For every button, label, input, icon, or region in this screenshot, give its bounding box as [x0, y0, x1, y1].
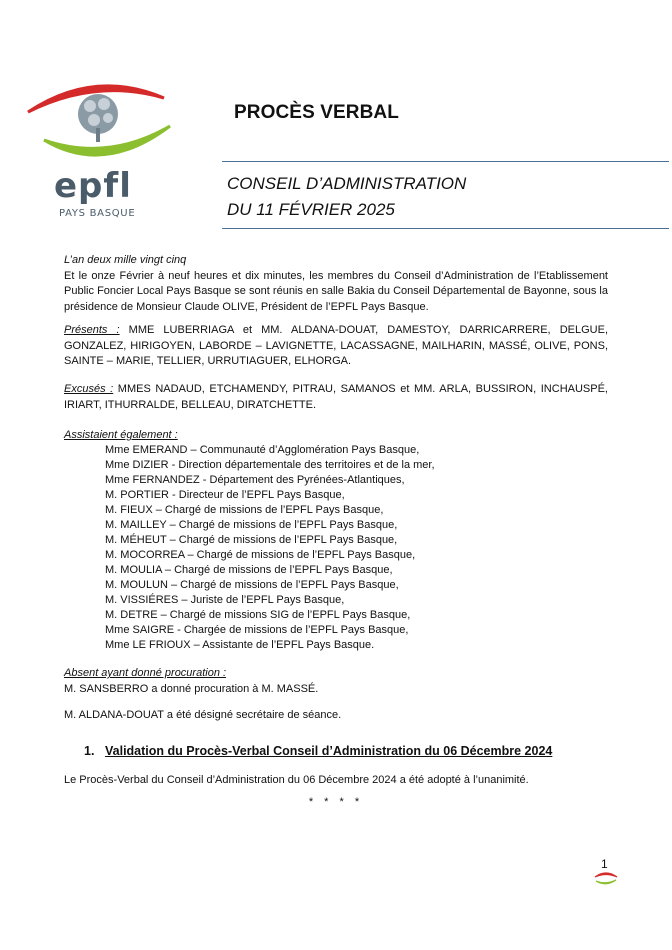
- intro-block: [64, 253, 608, 315]
- footer-logo-icon: [593, 871, 619, 892]
- presents-label: Présents :: [64, 324, 120, 336]
- intro-paragraph: Et le onze Février à neuf heures et dix minutes, les membres du Conseil d’Administration de l’Etablissement Public Foncier Local Pays Basque se sont réunis en salle Bakia du Conseil Départemental de Bayonne, sous la présidence de Monsieur Claude OLIVE, Président de l’EPFL Pays Basque.: [64, 269, 608, 313]
- section-number: 1.: [84, 744, 95, 758]
- presents-list: MME LUBERRIAGA et MM. ALDANA-DOUAT, DAMESTOY, DARRICARRERE, DELGUE, GONZALEZ, HIRIGOYEN, LABORDE – LAVIGNETTE, LACASSAGNE, MAILHARIN, MASSÉ, OLIVE, PONS, SAINTE – MARIE, TELLIER, URRUTIAGUER, ELHORGA.: [64, 324, 609, 367]
- list-item: M. VISSIÉRES – Juriste de l’EPFL Pays Basque,: [105, 594, 345, 606]
- procuration-text: M. SANSBERRO a donné procuration à M. MASSÉ.: [64, 682, 319, 695]
- assistant-list: [105, 443, 435, 653]
- section-paragraph: Le Procès-Verbal du Conseil d’Administration du 06 Décembre 2024 a été adopté à l’unanimité.: [64, 774, 529, 786]
- list-item: M. DETRE – Chargé de missions SIG de l’EPFL Pays Basque,: [105, 609, 411, 621]
- bottom-rule: [222, 228, 669, 229]
- top-rule: [222, 161, 669, 162]
- document-title: PROCÈS VERBAL: [234, 102, 399, 123]
- list-item: Mme EMERAND – Communauté d’Agglomération Pays Basque,: [105, 444, 420, 456]
- meeting-date: DU 11 FÉVRIER 2025: [227, 200, 395, 219]
- list-item: M. PORTIER - Directeur de l’EPFL Pays Basque,: [105, 489, 345, 501]
- list-item: M. MOULIA – Chargé de missions de l’EPFL Pays Basque,: [105, 564, 393, 576]
- list-item: Mme LE FRIOUX – Assistante de l’EPFL Pays Basque.: [105, 639, 375, 651]
- list-item: M. FIEUX – Chargé de missions de l’EPFL Pays Basque,: [105, 504, 384, 516]
- assistant-label-block: [64, 428, 608, 444]
- list-item: Mme FERNANDEZ - Département des Pyrénées-Atlantiques,: [105, 474, 405, 486]
- presents-block: [64, 323, 608, 370]
- section-heading: [84, 744, 552, 758]
- secretaire-text: M. ALDANA-DOUAT a été désigné secrétaire de séance.: [64, 709, 342, 721]
- list-item: Mme SAIGRE - Chargée de missions de l’EPFL Pays Basque,: [105, 624, 409, 636]
- procuration-block: [64, 666, 608, 697]
- separator: * * * *: [308, 796, 364, 808]
- procuration-label: Absent ayant donné procuration :: [64, 667, 227, 679]
- list-item: M. MOCORREA – Chargé de missions de l’EPFL Pays Basque,: [105, 549, 416, 561]
- list-item: M. MÉHEUT – Chargé de missions de l’EPFL Pays Basque,: [105, 534, 398, 546]
- logo-subtitle: PAYS BASQUE: [59, 208, 136, 219]
- list-item: M. MOULUN – Chargé de missions de l’EPFL Pays Basque,: [105, 579, 399, 591]
- excuses-label: Excusés :: [64, 383, 114, 395]
- list-item: M. MAILLEY – Chargé de missions de l’EPFL Pays Basque,: [105, 519, 398, 531]
- excuses-list: MMES NADAUD, ETCHAMENDY, PITRAU, SAMANOS et MM. ARLA, BUSSIRON, INCHAUSPÉ, IRIART, ITHURRALDE, BELLEAU, DIRATCHETTE.: [64, 383, 608, 411]
- page-number: 1: [601, 857, 608, 871]
- list-item: Mme DIZIER - Direction départementale des territoires et de la mer,: [105, 459, 435, 471]
- meeting-title: CONSEIL D’ADMINISTRATION: [227, 174, 467, 193]
- excuses-block: [64, 382, 608, 413]
- logo-wordmark: epfl: [54, 166, 132, 206]
- assistant-label: Assistaient également :: [64, 429, 178, 441]
- section-title: Validation du Procès-Verbal Conseil d’Administration du 06 Décembre 2024: [105, 744, 553, 758]
- intro-lead: L’an deux mille vingt cinq: [64, 254, 187, 266]
